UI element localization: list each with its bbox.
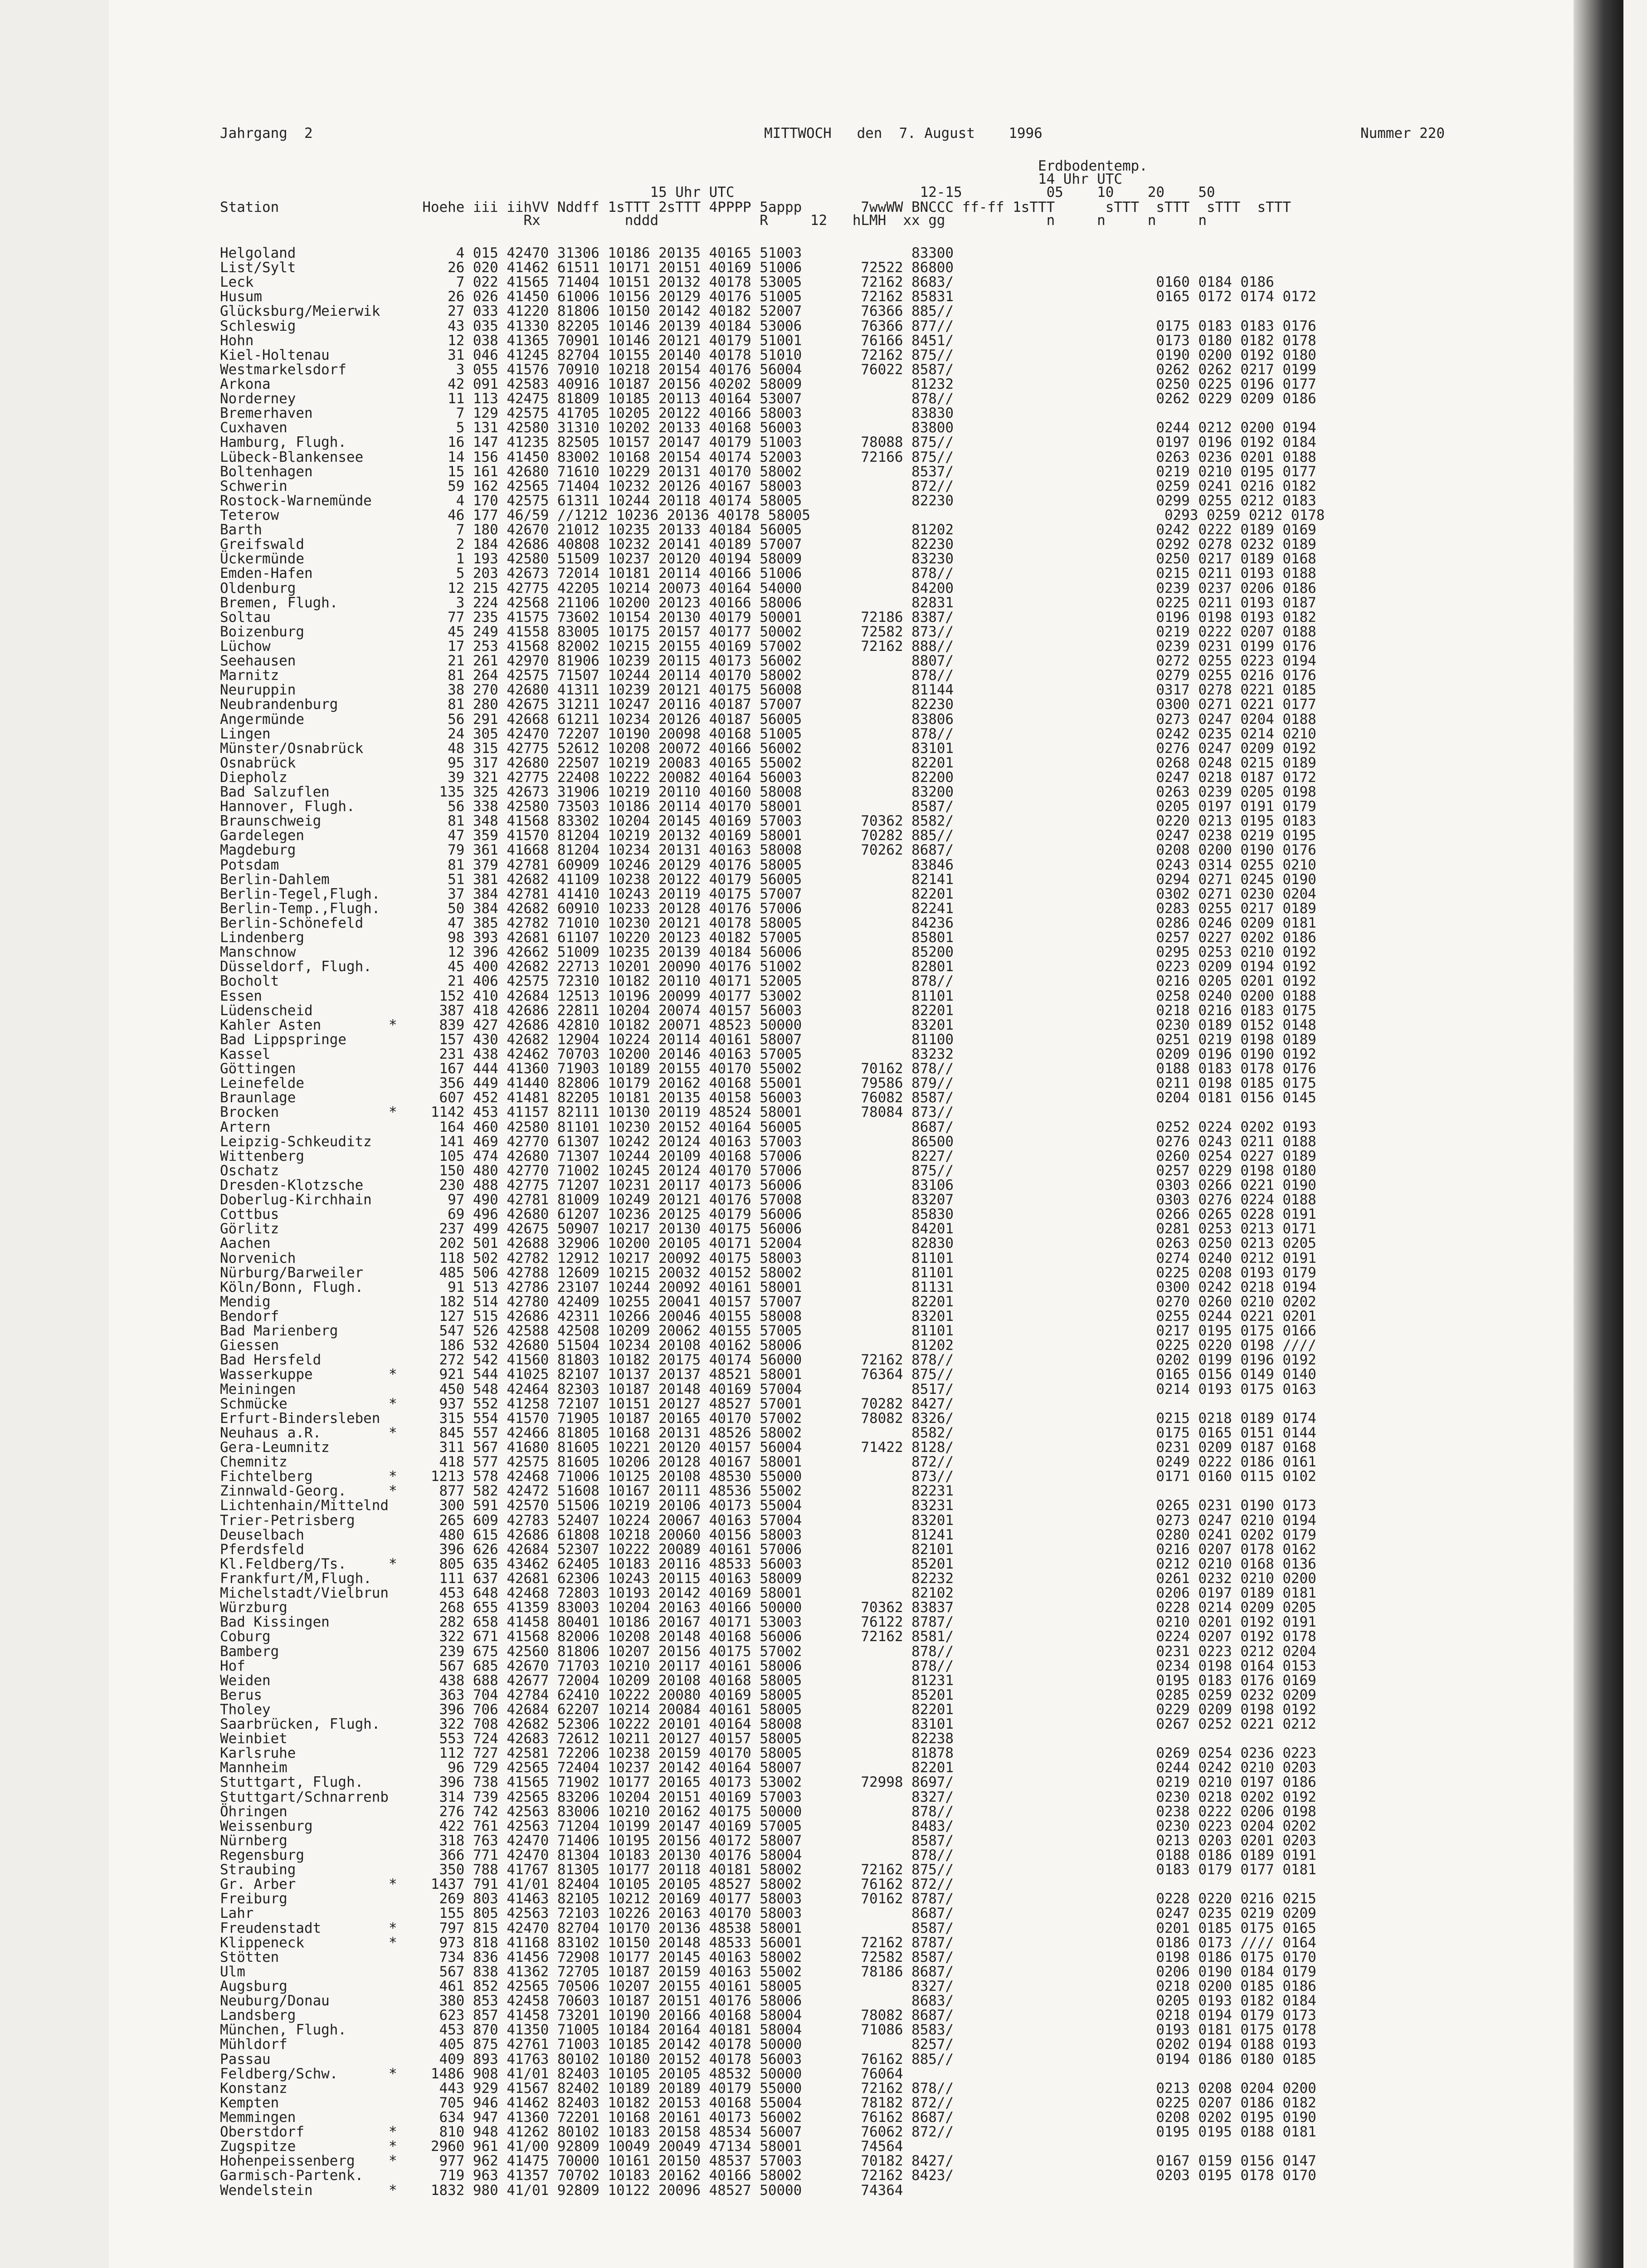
table-row: Stötten 734 836 41456 72908 10177 20145 40163 58002 72582 8587/ 0198 0186 0175 0170 [220, 1949, 1316, 1965]
header-jahrgang: Jahrgang 2 [220, 125, 313, 142]
table-row: Rostock-Warnemünde 4 170 42575 61311 10244 20118 40174 58005 82230 0299 0255 0212 0183 [220, 492, 1316, 509]
table-row: Düsseldorf, Flugh. 45 400 42682 22713 10201 20090 40176 51002 82801 0223 0209 0194 0192 [220, 958, 1316, 975]
table-row: Hohn 12 038 41365 70901 10146 20121 40179 51001 76166 8451/ 0173 0180 0182 0178 [220, 332, 1316, 349]
table-row: Boltenhagen 15 161 42680 71610 10229 20131 40170 58002 8537/ 0219 0210 0195 0177 [220, 463, 1316, 480]
table-row: Passau 409 893 41763 80102 10180 20152 40178 56003 76162 885// 0194 0186 0180 0185 [220, 2051, 1316, 2068]
table-row: Berlin-Temp.,Flugh. 50 384 42682 60910 10233 20128 40176 57006 82241 0283 0255 0217 0189 [220, 900, 1316, 917]
table-row: Memmingen 634 947 41360 72201 10168 20161 40173 56002 76162 8687/ 0208 0202 0195 0190 [220, 2109, 1316, 2126]
table-row: Arkona 42 091 42583 40916 10187 20156 40202 58009 81232 0250 0225 0196 0177 [220, 376, 1316, 392]
table-row: Norvenich 118 502 42782 12912 10217 20092 40175 58003 81101 0274 0240 0212 0191 [220, 1250, 1316, 1266]
table-row: Weiden 438 688 42677 72004 10209 20108 40168 58005 81231 0195 0183 0176 0169 [220, 1672, 1316, 1689]
table-row: Bad Hersfeld 272 542 41560 81803 10182 20175 40174 56000 72162 878// 0202 0199 0196 0192 [220, 1352, 1316, 1369]
table-row: Emden-Hafen 5 203 42673 72014 10181 20114 40166 51006 878// 0215 0211 0193 0188 [220, 565, 1316, 582]
table-row: Kahler Asten * 839 427 42686 42810 10182 20071 48523 50000 83201 0230 0189 0152 0148 [220, 1017, 1316, 1033]
table-row: Gera-Leumnitz 311 567 41680 81605 10221 20120 40157 56004 71422 8128/ 0231 0209 0187 0168 [220, 1439, 1316, 1456]
table-row: Bad Lippspringe 157 430 42682 12904 10224 20114 40161 58007 81100 0251 0219 0198 0189 [220, 1031, 1316, 1048]
table-row: Lindenberg 98 393 42681 61107 10220 20123 40182 57005 85801 0257 0227 0202 0186 [220, 929, 1316, 946]
table-row: Lübeck-Blankensee 14 156 41450 83002 10168 20154 40174 52003 72166 875// 0263 0236 0201 0188 [220, 449, 1316, 465]
table-row: Norderney 11 113 42475 81809 10185 20113 40164 53007 878// 0262 0229 0209 0186 [220, 391, 1316, 407]
table-row: Münster/Osnabrück 48 315 42775 52612 10208 20072 40166 56002 83101 0276 0247 0209 0192 [220, 740, 1316, 757]
table-row: Feldberg/Schw. * 1486 908 41/01 82403 10105 20105 48532 50000 76064 [220, 2065, 903, 2082]
table-row: Lüchow 17 253 41568 82002 10215 20155 40169 57002 72162 888// 0239 0231 0199 0176 [220, 638, 1316, 655]
table-row: Giessen 186 532 42680 51504 10234 20108 40162 58006 81202 0225 0220 0198 //// [220, 1337, 1316, 1354]
table-row: Frankfurt/M,Flugh. 111 637 42681 62306 10243 20115 40163 58009 82232 0261 0232 0210 0200 [220, 1570, 1316, 1587]
table-row: Görlitz 237 499 42675 50907 10217 20130 40175 56006 84201 0281 0253 0213 0171 [220, 1221, 1316, 1237]
table-row: Berus 363 704 42784 62410 10222 20080 40169 58005 85201 0285 0259 0232 0209 [220, 1686, 1316, 1703]
table-row: Zinnwald-Georg. * 877 582 42472 51608 10167 20111 48536 55002 82231 [220, 1483, 954, 1500]
table-row: Barth 7 180 42670 21012 10235 20133 40184 56005 81202 0242 0222 0189 0169 [220, 522, 1316, 538]
table-row: Hohenpeissenberg * 977 962 41475 70000 10161 20150 48537 57003 70182 8427/ 0167 0159 0156 0147 [220, 2153, 1316, 2170]
table-row: Brocken * 1142 453 41157 82111 10130 20119 48524 58001 78084 873// [220, 1104, 954, 1121]
table-row: Husum 26 026 41450 61006 10156 20129 40176 51005 72162 85831 0165 0172 0174 0172 [220, 288, 1316, 305]
table-row: Teterow 46 177 46/59 //1212 10236 20136 40178 58005 0293 0259 0212 0178 [220, 507, 1325, 523]
table-row: Westmarkelsdorf 3 055 41576 70910 10218 20154 40176 56004 76022 8587/ 0262 0262 0217 0199 [220, 361, 1316, 378]
table-row: Saarbrücken, Flugh. 322 708 42682 52306 10222 20101 40164 58008 83101 0267 0252 0221 0212 [220, 1716, 1316, 1733]
table-row: Gardelegen 47 359 41570 81204 10219 20132 40169 58001 70282 885// 0247 0238 0219 0195 [220, 827, 1316, 844]
next-page-edge [1623, 0, 1647, 2268]
table-row: Schleswig 43 035 41330 82205 10146 20139 40184 53006 76366 877// 0175 0183 0183 0176 [220, 318, 1316, 334]
table-row: Nürnberg 318 763 42470 71406 10195 20156 40172 58007 8587/ 0213 0203 0201 0203 [220, 1832, 1316, 1849]
station-table [220, 246, 1325, 2198]
table-row: Braunschweig 81 348 41568 83302 10204 20145 40169 57003 70362 8582/ 0220 0213 0195 0183 [220, 813, 1316, 830]
table-row: Lingen 24 305 42470 72207 10190 20098 40168 51005 878// 0242 0235 0214 0210 [220, 725, 1316, 742]
table-row: Weinbiet 553 724 42683 72612 10211 20127 40157 58005 82238 [220, 1730, 954, 1747]
table-row: Lichtenhain/Mittelnd 300 591 42570 51506 10219 20106 40173 55004 83231 0265 0231 0190 0173 [220, 1497, 1316, 1514]
table-row: Würzburg 268 655 41359 83003 10204 20163 40166 50000 70362 83837 0228 0214 0209 0205 [220, 1599, 1316, 1616]
table-row: München, Flugh. 453 870 41350 71005 10184 20164 40181 58004 71086 8583/ 0193 0181 0175 0178 [220, 2022, 1316, 2038]
table-row: Bendorf 127 515 42686 42311 10266 20046 40155 58008 83201 0255 0244 0221 0201 [220, 1308, 1316, 1325]
table-row: Meiningen 450 548 42464 82303 10187 20148 40169 57004 8517/ 0214 0193 0175 0163 [220, 1381, 1316, 1398]
table-row: Ulm 567 838 41362 72705 10187 20159 40163 55002 78186 8687/ 0206 0190 0184 0179 [220, 1963, 1316, 1980]
table-row: Coburg 322 671 41568 82006 10208 20148 40168 56006 72162 8581/ 0224 0207 0192 0178 [220, 1628, 1316, 1645]
table-row: Neuhaus a.R. * 845 557 42466 81805 10168 20131 48526 58002 8582/ 0175 0165 0151 0144 [220, 1424, 1316, 1441]
table-row: Berlin-Dahlem 51 381 42682 41109 10238 20122 40179 56005 82141 0294 0271 0245 0190 [220, 871, 1316, 888]
table-row: Köln/Bonn, Flugh. 91 513 42786 23107 10244 20092 40161 58001 81131 0300 0242 0218 0194 [220, 1279, 1316, 1295]
column-header-line-2: 14 Uhr UTC [220, 171, 1122, 187]
table-row: Erfurt-Bindersleben 315 554 41570 71905 10187 20165 40170 57002 78082 8326/ 0215 0218 0189 0174 [220, 1410, 1316, 1427]
table-row: Michelstadt/Vielbrun 453 648 42468 72803 10193 20142 40169 58001 82102 0206 0197 0189 0181 [220, 1585, 1316, 1602]
table-row: Leinefelde 356 449 41440 82806 10179 20162 40168 55001 79586 879// 0211 0198 0185 0175 [220, 1075, 1316, 1092]
table-row: Oberstdorf * 810 948 41262 80102 10183 20158 48534 56007 76062 872// 0195 0195 0188 0181 [220, 2124, 1316, 2141]
table-row: Wasserkuppe * 921 544 41025 82107 10137 20137 48521 58001 76364 875// 0165 0156 0149 0140 [220, 1366, 1316, 1383]
table-row: Freiburg 269 803 41463 82105 10212 20169 40177 58003 70162 8787/ 0228 0220 0216 0215 [220, 1891, 1316, 1907]
table-row: Diepholz 39 321 42775 22408 10222 20082 40164 56003 82200 0247 0218 0187 0172 [220, 769, 1316, 786]
table-row: Glücksburg/Meierwik 27 033 41220 81806 10150 20142 40182 52007 76366 885// [220, 303, 954, 320]
table-row: Konstanz 443 929 41567 82402 10189 20189 40179 55000 72162 878// 0213 0208 0204 0200 [220, 2080, 1316, 2097]
table-row: Neuburg/Donau 380 853 42458 70603 10187 20151 40176 58006 8683/ 0205 0193 0182 0184 [220, 1993, 1316, 2009]
table-row: Kl.Feldberg/Ts. * 805 635 43462 62405 10183 20116 48533 56003 85201 0212 0210 0168 0136 [220, 1555, 1316, 1572]
table-row: Weissenburg 422 761 42563 71204 10199 20147 40169 57005 8483/ 0230 0223 0204 0202 [220, 1818, 1316, 1834]
table-row: Magdeburg 79 361 41668 81204 10234 20131 40163 58008 70262 8687/ 0208 0200 0190 0176 [220, 842, 1316, 859]
table-row: Doberlug-Kirchhain 97 490 42781 81009 10249 20121 40176 57008 83207 0303 0276 0224 0188 [220, 1192, 1316, 1208]
table-row: Greifswald 2 184 42686 40808 10232 20141 40189 57007 82230 0292 0278 0232 0189 [220, 536, 1316, 553]
table-row: Seehausen 21 261 42970 81906 10239 20115 40173 56002 8807/ 0272 0255 0223 0194 [220, 653, 1316, 670]
table-row: Landsberg 623 857 41458 73201 10190 20166 40168 58004 78082 8687/ 0218 0194 0179 0173 [220, 2007, 1316, 2024]
table-row: Göttingen 167 444 41360 71903 10189 20155 40170 55002 70162 878// 0188 0183 0178 0176 [220, 1061, 1316, 1077]
table-row: Bremen, Flugh. 3 224 42568 21106 10200 20123 40166 58006 82831 0225 0211 0193 0187 [220, 594, 1316, 611]
table-row: Bremerhaven 7 129 42575 41705 10205 20122 40166 58003 83830 [220, 405, 954, 422]
table-row: Trier-Petrisberg 265 609 42783 52407 10224 20067 40163 57004 83201 0273 0247 0210 0194 [220, 1512, 1316, 1529]
table-row: Chemnitz 418 577 42575 81605 10206 20128 40167 58001 872// 0249 0222 0186 0161 [220, 1454, 1316, 1471]
table-row: Bad Kissingen 282 658 41458 80401 10186 20167 40171 53003 76122 8787/ 0210 0201 0192 0191 [220, 1614, 1316, 1631]
table-row: Schmücke * 937 552 41258 72107 10151 20127 48527 57001 70282 8427/ [220, 1395, 954, 1412]
table-row: Cottbus 69 496 42680 61207 10236 20125 40179 56006 85830 0266 0265 0228 0191 [220, 1206, 1316, 1223]
table-row: Oschatz 150 480 42770 71002 10245 20124 40170 57006 875// 0257 0229 0198 0180 [220, 1162, 1316, 1179]
table-row: Oldenburg 12 215 42775 42205 10214 20073 40164 54000 84200 0239 0237 0206 0186 [220, 580, 1316, 596]
table-row: Hannover, Flugh. 56 338 42580 73503 10186 20114 40170 58001 8587/ 0205 0197 0191 0179 [220, 798, 1316, 815]
table-row: Aachen 202 501 42688 32906 10200 20105 40171 52004 82830 0263 0250 0213 0205 [220, 1235, 1316, 1252]
table-row: Mühldorf 405 875 42761 71003 10185 20142 40178 50000 8257/ 0202 0194 0188 0193 [220, 2036, 1316, 2053]
table-row: Deuselbach 480 615 42686 61808 10218 20060 40156 58003 81241 0280 0241 0202 0179 [220, 1526, 1316, 1543]
table-row: Berlin-Tegel,Flugh. 37 384 42781 41410 10243 20119 40175 57007 82201 0302 0271 0230 0204 [220, 885, 1316, 902]
table-row: Soltau 77 235 41575 73602 10154 20130 40179 50001 72186 8387/ 0196 0198 0193 0182 [220, 609, 1316, 626]
table-row: Zugspitze * 2960 961 41/00 92809 10049 20049 47134 58001 74564 [220, 2138, 903, 2155]
table-row: Öhringen 276 742 42563 83006 10210 20162 40175 50000 878// 0238 0222 0206 0198 [220, 1803, 1316, 1820]
table-row: Lahr 155 805 42563 72103 10226 20163 40170 58003 8687/ 0247 0235 0219 0209 [220, 1905, 1316, 1922]
column-header-line-5: Rx nddd R 12 hLMH xx gg n n n n [220, 212, 1207, 229]
table-row: Marnitz 81 264 42575 71507 10244 20114 40170 58002 878// 0279 0255 0216 0176 [220, 667, 1316, 684]
table-row: Bamberg 239 675 42560 81806 10207 20156 40175 57002 878// 0231 0223 0212 0204 [220, 1643, 1316, 1660]
table-row: Lüdenscheid 387 418 42686 22811 10204 20074 40157 56003 82201 0218 0216 0183 0175 [220, 1002, 1316, 1019]
table-row: Kiel-Holtenau 31 046 41245 82704 10155 20140 40178 51010 72162 875// 0190 0200 0192 0180 [220, 347, 1316, 363]
table-row: Ückermünde 1 193 42580 51509 10237 20120 40194 58009 83230 0250 0217 0189 0168 [220, 551, 1316, 567]
table-row: Dresden-Klotzsche 230 488 42775 71207 10231 20117 40173 56006 83106 0303 0266 0221 0190 [220, 1177, 1316, 1193]
table-row: Braunlage 607 452 41481 82205 10181 20135 40158 56003 76082 8587/ 0204 0181 0156 0145 [220, 1090, 1316, 1106]
table-row: Fichtelberg * 1213 578 42468 71006 10125 20108 48530 55000 873// 0171 0160 0115 0102 [220, 1468, 1316, 1485]
table-row: Neubrandenburg 81 280 42675 31211 10247 20116 40187 57007 82230 0300 0271 0221 0177 [220, 696, 1316, 713]
table-row: Bad Marienberg 547 526 42588 42508 10209 20062 40155 57005 81101 0217 0195 0175 0166 [220, 1323, 1316, 1339]
table-row: Mendig 182 514 42780 42409 10255 20041 40157 57007 82201 0270 0260 0210 0202 [220, 1293, 1316, 1310]
column-header-line-3: 15 Uhr UTC 12-15 05 10 20 50 [220, 184, 1215, 200]
table-row: Cuxhaven 5 131 42580 31310 10202 20133 40168 56003 83800 0244 0212 0200 0194 [220, 420, 1316, 436]
table-row: List/Sylt 26 020 41462 61511 10171 20151 40169 51006 72522 86800 [220, 259, 954, 276]
table-row: Artern 164 460 42580 81101 10230 20152 40164 56005 8687/ 0252 0224 0202 0193 [220, 1119, 1316, 1135]
table-row: Boizenburg 45 249 41558 83005 10175 20157 40177 50002 72582 873// 0219 0222 0207 0188 [220, 623, 1316, 640]
table-row: Potsdam 81 379 42781 60909 10246 20129 40176 58005 83846 0243 0314 0255 0210 [220, 856, 1316, 873]
table-row: Bad Salzuflen 135 325 42673 31906 10219 20110 40160 58008 83200 0263 0239 0205 0198 [220, 784, 1316, 801]
column-header-line-4: Station Hoehe iii iihVV Nddff 1sTTT 2sTTT 4PPPP 5appp 7wwWW BNCCC ff-ff 1sTTT sTTT sTTT sTTT sTTT [220, 199, 1291, 215]
table-row: Karlsruhe 112 727 42581 72206 10238 20159 40170 58005 81878 0269 0254 0236 0223 [220, 1745, 1316, 1762]
header-nummer: Nummer 220 [1360, 125, 1445, 142]
table-row: Garmisch-Partenk. 719 963 41357 70702 10183 20162 40166 58002 72162 8423/ 0203 0195 0178 0170 [220, 2167, 1316, 2184]
table-row: Hof 567 685 42670 71703 10210 20117 40161 58006 878// 0234 0198 0164 0153 [220, 1657, 1316, 1674]
table-row: Neuruppin 38 270 42680 41311 10239 20121 40175 56008 81144 0317 0278 0221 0185 [220, 682, 1316, 699]
table-row: Gr. Arber * 1437 791 41/01 82404 10105 20105 48527 58002 76162 872// [220, 1876, 954, 1893]
table-row: Mannheim 96 729 42565 72404 10237 20142 40164 58007 82201 0244 0242 0210 0203 [220, 1760, 1316, 1776]
bulletin-page [220, 125, 1558, 2199]
table-row: Stuttgart/Schnarrenb 314 739 42565 83206 10204 20151 40169 57003 8327/ 0230 0218 0202 0192 [220, 1789, 1316, 1805]
table-row: Bocholt 21 406 42575 72310 10182 20110 40171 52005 878// 0216 0205 0201 0192 [220, 973, 1316, 990]
table-row: Pferdsfeld 396 626 42684 52307 10222 20089 40161 57006 82101 0216 0207 0178 0162 [220, 1541, 1316, 1558]
table-row: Berlin-Schönefeld 47 385 42782 71010 10230 20121 40178 58005 84236 0286 0246 0209 0181 [220, 915, 1316, 932]
table-row: Kempten 705 946 41462 82403 10182 20153 40168 55004 78182 872// 0225 0207 0186 0182 [220, 2094, 1316, 2111]
table-row: Schwerin 59 162 42565 71404 10232 20126 40167 58003 872// 0259 0241 0216 0182 [220, 478, 1316, 494]
table-row: Augsburg 461 852 42565 70506 10207 20155 40161 58005 8327/ 0218 0200 0185 0186 [220, 1978, 1316, 1995]
table-row: Essen 152 410 42684 12513 10196 20099 40177 53002 81101 0258 0240 0200 0188 [220, 987, 1316, 1004]
table-row: Manschnow 12 396 42662 51009 10235 20139 40184 56006 85200 0295 0253 0210 0192 [220, 944, 1316, 961]
table-row: Leipzig-Schkeuditz 141 469 42770 61307 10242 20124 40163 57003 86500 0276 0243 0211 0188 [220, 1133, 1316, 1150]
book-binding [1574, 0, 1623, 2268]
table-row: Freudenstadt * 797 815 42470 82704 10170 20136 48538 58001 8587/ 0201 0185 0175 0165 [220, 1920, 1316, 1936]
table-row: Wittenberg 105 474 42680 71307 10244 20109 40168 57006 8227/ 0260 0254 0227 0189 [220, 1148, 1316, 1164]
table-row: Kassel 231 438 42462 70703 10200 20146 40163 57005 83232 0209 0196 0190 0192 [220, 1046, 1316, 1063]
table-row: Straubing 350 788 41767 81305 10177 20118 40181 58002 72162 875// 0183 0179 0177 0181 [220, 1862, 1316, 1878]
table-row: Leck 7 022 41565 71404 10151 20132 40178 53005 72162 8683/ 0160 0184 0186 [220, 274, 1274, 291]
table-row: Klippeneck * 973 818 41168 83102 10150 20148 48533 56001 72162 8787/ 0186 0173 //// 0164 [220, 1934, 1316, 1951]
table-row: Tholey 396 706 42684 62207 10214 20084 40161 58005 82201 0229 0209 0198 0192 [220, 1701, 1316, 1718]
table-row: Osnabrück 95 317 42680 22507 10219 20083 40165 55002 82201 0268 0248 0215 0189 [220, 754, 1316, 771]
table-row: Angermünde 56 291 42668 61211 10234 20126 40187 56005 83806 0273 0247 0204 0188 [220, 711, 1316, 728]
table-row: Wendelstein * 1832 980 41/01 92809 10122 20096 48527 50000 74364 [220, 2182, 903, 2199]
table-row: Nürburg/Barweiler 485 506 42788 12609 10215 20032 40152 58002 81101 0225 0208 0193 0179 [220, 1264, 1316, 1281]
header-date: MITTWOCH den 7. August 1996 [764, 125, 1043, 142]
table-row: Regensburg 366 771 42470 81304 10183 20130 40176 58004 878// 0188 0186 0189 0191 [220, 1847, 1316, 1864]
table-row: Hamburg, Flugh. 16 147 41235 82505 10157 20147 40179 51003 78088 875// 0197 0196 0192 0184 [220, 434, 1316, 451]
column-header-line-1: Erdbodentemp. [220, 158, 1148, 174]
table-row: Helgoland 4 015 42470 31306 10186 20135 40165 51003 83300 [220, 245, 954, 261]
table-row: Stuttgart, Flugh. 396 738 41565 71902 10177 20165 40173 53002 72998 8697/ 0219 0210 0197 0186 [220, 1774, 1316, 1791]
